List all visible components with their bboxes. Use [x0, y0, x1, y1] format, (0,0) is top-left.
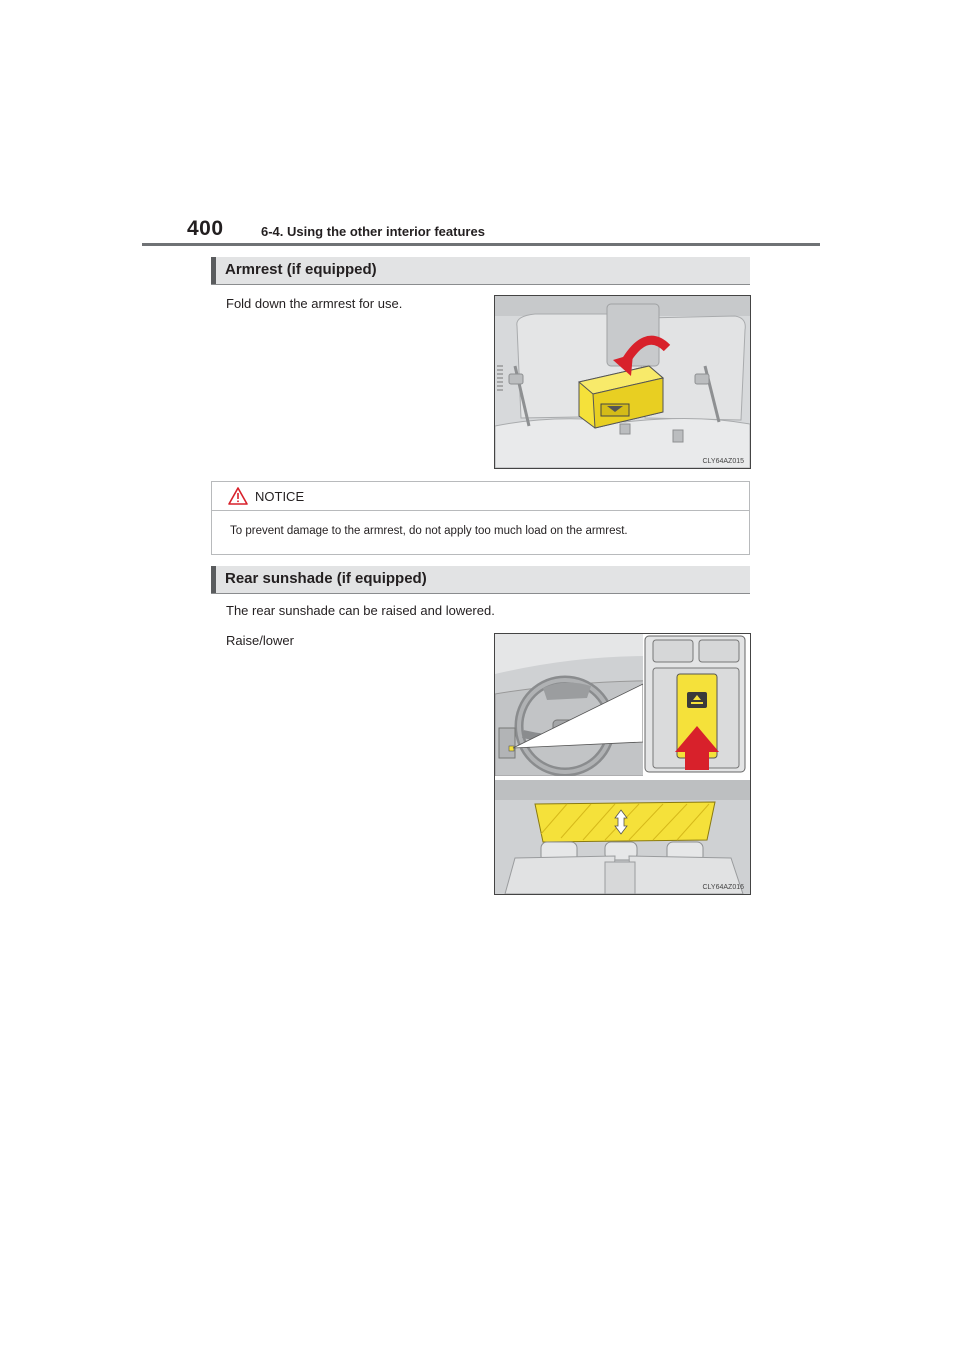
armrest-section-heading [211, 257, 750, 285]
notice-header [212, 482, 749, 511]
heading-accent [211, 566, 216, 593]
armrest-illustration [494, 295, 751, 469]
sunshade-illustration [494, 633, 751, 895]
sunshade-section-title: Rear sunshade (if equipped) [225, 570, 427, 587]
armrest-instruction: Fold down the armrest for use. [226, 296, 403, 311]
page-number: 400 [187, 217, 224, 240]
header-rule [142, 243, 820, 246]
armrest-figure-code: CLY64AZ015 [702, 458, 744, 465]
armrest-section-title: Armrest (if equipped) [225, 261, 377, 278]
notice-box [211, 481, 750, 555]
running-header: 6-4. Using the other interior features [261, 224, 485, 239]
heading-accent [211, 257, 216, 284]
sunshade-section-heading [211, 566, 750, 594]
warning-triangle-icon [227, 486, 249, 511]
sunshade-description: The rear sunshade can be raised and lowered. [226, 603, 495, 618]
notice-text: To prevent damage to the armrest, do not apply too much load on the armrest. [230, 525, 628, 537]
notice-label: NOTICE [255, 489, 305, 504]
sunshade-figure-code: CLY64AZ016 [702, 884, 744, 891]
sunshade-step: Raise/lower [226, 633, 294, 648]
